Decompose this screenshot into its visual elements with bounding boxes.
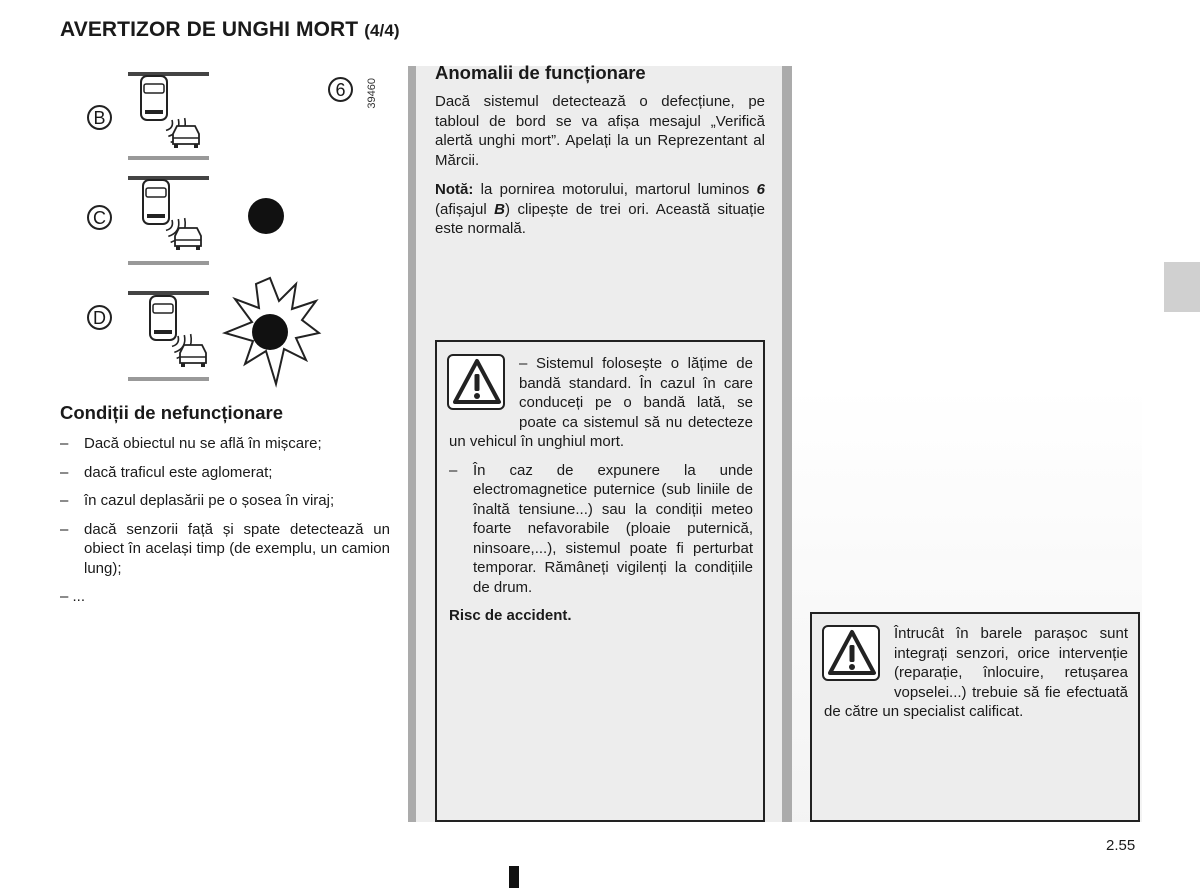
list-item: – în cazul deplasării pe o șosea în viraj; — [60, 492, 335, 509]
right-warning-content — [824, 624, 1128, 722]
page-title-suffix: (4/4) — [364, 21, 400, 40]
blind-spot-illustration — [60, 60, 400, 390]
page-number: 2.55 — [1106, 837, 1136, 854]
callout-6: 6 — [335, 80, 346, 100]
page-title — [60, 18, 400, 42]
anomalies-paragraph: Dacă sistemul detectează o defecțiune, pe tabloul de bord se va afișa mesajul „Verifică alertă unghi mort”. Apelați la un Reprezentant al Mărcii. — [435, 93, 765, 169]
note-label: Notă: — [435, 181, 474, 198]
label-c: C — [93, 208, 106, 228]
right-warning-text: Întrucât în barele parașoc sunt integrați senzori, orice intervenție (reparație, înlocuire, retușarea vopselei...) trebuie să fie efectuată de către un specialist calificat. — [824, 625, 1128, 720]
chapter-tab — [1164, 262, 1200, 312]
page-title-text: AVERTIZOR DE UNGHI MORT — [60, 18, 359, 41]
list-item: – dacă senzorii față și spate detectează un obiect în același timp (de exemplu, un camion lung); — [60, 520, 390, 577]
other-car — [175, 228, 201, 250]
warning-content — [449, 354, 753, 626]
warning-item-1: – Sistemul folosește o lățime de bandă standard. În cazul în care conduceți pe o bandă lată, se poate ca sistemul să nu detecteze un vehicul în unghiul mort. — [449, 355, 753, 450]
blind-spot-figure — [60, 60, 400, 390]
label-b: B — [93, 108, 106, 128]
figure-ref-code: 39460 — [366, 78, 378, 109]
conditions-heading: Condiții de nefuncționare — [60, 402, 284, 423]
warning-item-2: – În caz de expunere la unde electromagnetice puternice (sub liniile de înaltă tensiune...) sau la condiții meteo foarte nefavorabile (ploaie puternică, ninsoare,...), sistemul poate fi perturbat temporar. Rămâneți vigilenți la condițiile de drum. — [449, 461, 753, 596]
label-d: D — [93, 308, 106, 328]
icon-spacer — [824, 624, 894, 698]
label-c-circle — [87, 205, 112, 230]
middle-warning-box — [435, 340, 765, 822]
label-b-circle — [87, 105, 112, 130]
list-item: – Dacă obiectul nu se află în mișcare; — [60, 435, 322, 452]
label-d-circle — [87, 305, 112, 330]
own-car — [150, 296, 176, 340]
icon-spacer — [449, 354, 519, 428]
risk-text: Risc de accident. — [449, 607, 572, 624]
print-mark — [509, 866, 519, 888]
own-car — [141, 76, 167, 120]
anomalies-heading: Anomalii de funcționare — [435, 62, 646, 83]
indicator-lamp-on — [248, 198, 284, 234]
other-car — [180, 345, 206, 367]
own-car — [143, 180, 169, 224]
callout-6-circle — [328, 77, 353, 102]
right-warning-box — [810, 612, 1140, 822]
list-item: – dacă traficul este aglomerat; — [60, 463, 273, 481]
note-number: 6 — [756, 181, 765, 198]
note-letter: B — [494, 200, 506, 218]
list-item: – ... — [60, 588, 86, 605]
other-car — [173, 126, 199, 148]
left-column — [60, 402, 390, 616]
note-paragraph: Notă: la pornirea motorului, martorul luminos 6 (afișajul B) clipește de trei ori. Această situație este normală. — [435, 181, 765, 237]
indicator-lamp-flashing — [252, 314, 288, 350]
middle-column — [435, 62, 765, 239]
conditions-list — [60, 434, 390, 607]
